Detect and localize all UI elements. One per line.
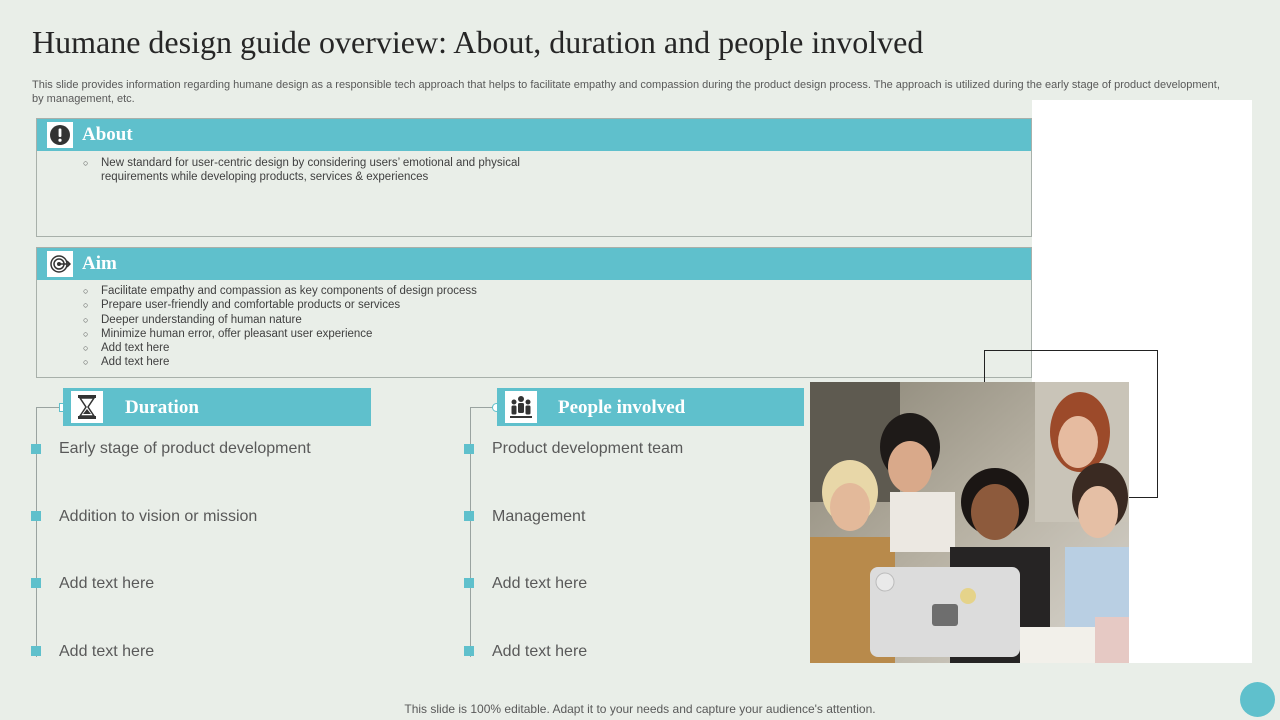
people-marker bbox=[464, 646, 474, 656]
aim-title: Aim bbox=[82, 253, 117, 274]
about-header bbox=[37, 119, 1031, 151]
about-box bbox=[36, 118, 1032, 237]
aim-bullet: ○ Minimize human error, offer pleasant user experience bbox=[101, 327, 1031, 341]
people-title: People involved bbox=[558, 397, 686, 418]
duration-marker bbox=[31, 578, 41, 588]
slide-description: This slide provides information regarding humane design as a responsible tech approach that helps to facilitate empathy and compassion during the product design process. The approach is utilized during the early stage of product development, by management, etc. bbox=[32, 79, 1220, 105]
duration-title: Duration bbox=[125, 397, 199, 418]
people-marker bbox=[464, 578, 474, 588]
aim-bullet: ○ Add text here bbox=[101, 341, 1031, 355]
footer-note: This slide is 100% editable. Adapt it to your needs and capture your audience's attention. bbox=[404, 702, 876, 716]
people-item: Add text here bbox=[492, 643, 588, 660]
nav-circle-button[interactable] bbox=[1240, 682, 1275, 717]
duration-marker bbox=[31, 511, 41, 521]
aim-header bbox=[37, 248, 1031, 280]
hourglass-icon bbox=[71, 391, 103, 423]
duration-item: Early stage of product development bbox=[59, 440, 311, 457]
people-item: Management bbox=[492, 508, 586, 525]
people-item: Add text here bbox=[492, 575, 588, 592]
duration-marker bbox=[31, 646, 41, 656]
exclamation-icon bbox=[47, 122, 73, 148]
duration-marker bbox=[31, 444, 41, 454]
people-marker bbox=[464, 511, 474, 521]
people-item: Product development team bbox=[492, 440, 684, 457]
slide-title: Humane design guide overview: About, duration and people involved bbox=[32, 24, 924, 60]
aim-bullet: ○ Facilitate empathy and compassion as key components of design process bbox=[101, 284, 1031, 298]
aim-box bbox=[36, 247, 1032, 378]
duration-item: Addition to vision or mission bbox=[59, 508, 258, 525]
people-header bbox=[497, 388, 804, 426]
about-bullet: ○ New standard for user-centric design by considering users’ emotional and physical requirements while developing products, services & experiences bbox=[101, 156, 521, 185]
aim-bullet: ○ Prepare user-friendly and comfortable products or services bbox=[101, 298, 1031, 312]
target-icon bbox=[47, 251, 73, 277]
aim-bullet: ○ Deeper understanding of human nature bbox=[101, 313, 1031, 327]
aim-bullet: ○ Add text here bbox=[101, 355, 1031, 369]
team-photo bbox=[810, 382, 1129, 663]
duration-item: Add text here bbox=[59, 575, 155, 592]
about-title: About bbox=[82, 124, 133, 145]
duration-header bbox=[63, 388, 371, 426]
people-marker bbox=[464, 444, 474, 454]
duration-item: Add text here bbox=[59, 643, 155, 660]
team-icon bbox=[505, 391, 537, 423]
